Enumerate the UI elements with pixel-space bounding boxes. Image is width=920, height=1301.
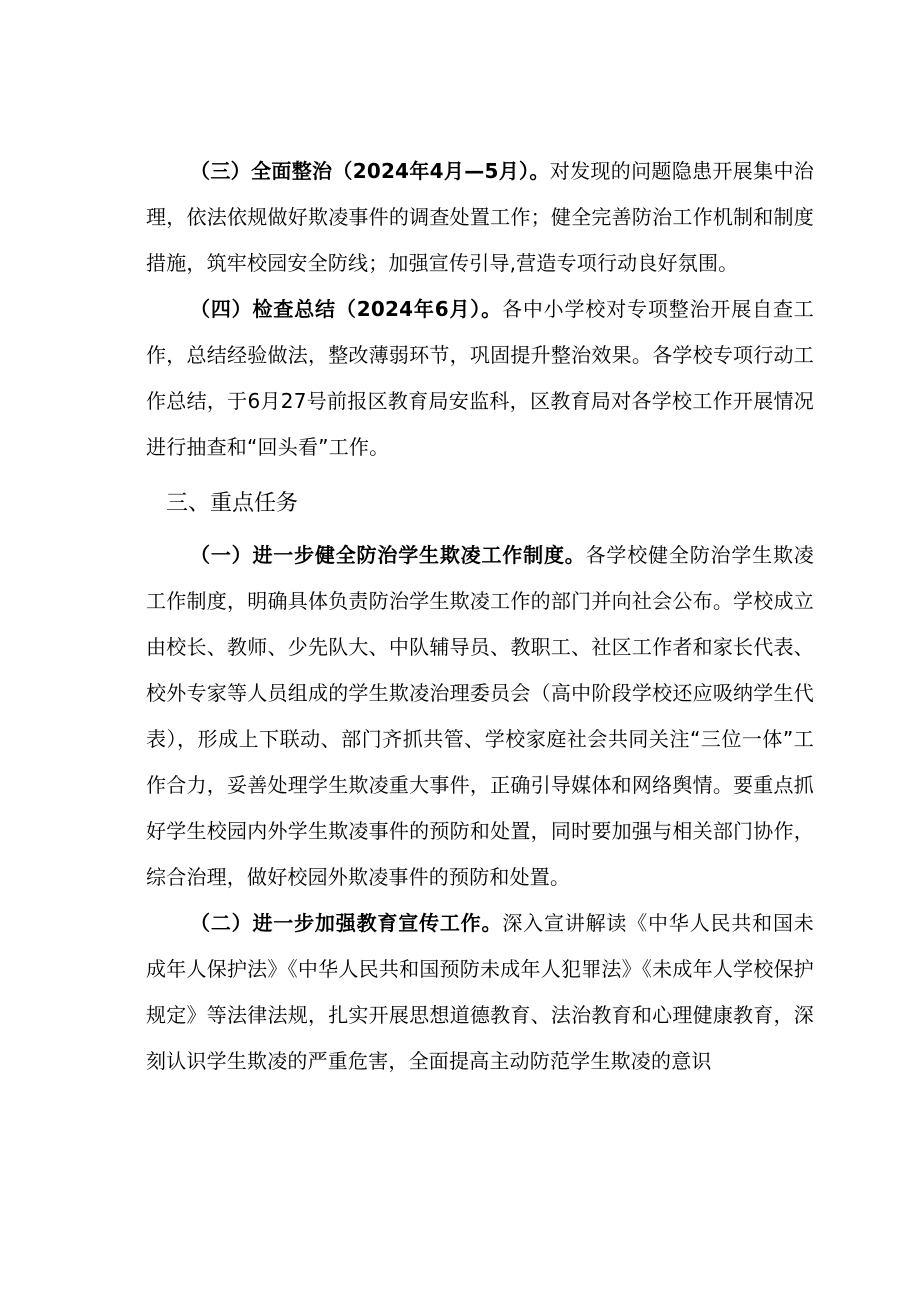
paragraph-body: 对发现的问题隐患开展集中治理，依法依规做好欺凌事件的调查处置工作；健全完善防治工作机制和制度措施，筑牢校园安全防线；加强宣传引导,营造专项行动良好氛围。	[146, 159, 815, 275]
document-page	[146, 148, 814, 1084]
paragraph-body: 各中小学校对专项整治开展自查工作，总结经验做法，整改薄弱环节，巩固提升整治效果。各学校专项行动工作总结，于6月27号前报区教育局安监科，区教育局对各学校工作开展情况进行抽查和“回头看”工作。	[146, 297, 815, 459]
paragraph-lead: （三）全面整治（2024年4月—5月）。	[190, 159, 550, 183]
paragraph-inspection-summary	[146, 286, 814, 470]
paragraph-body: 各学校健全防治学生欺凌工作制度，明确具体负责防治学生欺凌工作的部门并向社会公布。学校成立由校长、教师、少先队大、中队辅导员、教职工、社区工作者和家长代表、校外专家等人员组成的学生欺凌治理委员会（高中阶段学校还应吸纳学生代表），形成上下联动、部门齐抓共管、学校家庭社会共同关注“三位一体”工作合力，妥善处理学生欺凌重大事件，正确引导媒体和网络舆情。要重点抓好学生校园内外学生欺凌事件的预防和处置，同时要加强与相关部门协作，综合治理，做好校园外欺凌事件的预防和处置。	[146, 543, 814, 889]
paragraph-lead: （四）检查总结（2024年6月）。	[190, 297, 502, 321]
paragraph-anti-bullying-system	[146, 532, 814, 900]
paragraph-full-remediation	[146, 148, 814, 286]
paragraph-lead: （二）进一步加强教育宣传工作。	[190, 911, 503, 935]
paragraph-education-publicity	[146, 900, 814, 1084]
paragraph-body: 深入宣讲解读《中华人民共和国未成年人保护法》《中华人民共和国预防未成年人犯罪法》《未成年人学校保护规定》等法律法规，扎实开展思想道德教育、法治教育和心理健康教育，深刻认识学生欺凌的严重危害，全面提高主动防范学生欺凌的意识	[146, 911, 815, 1073]
paragraph-lead: （一）进一步健全防治学生欺凌工作制度。	[190, 543, 586, 567]
section-heading: 三、重点任务	[166, 491, 299, 516]
